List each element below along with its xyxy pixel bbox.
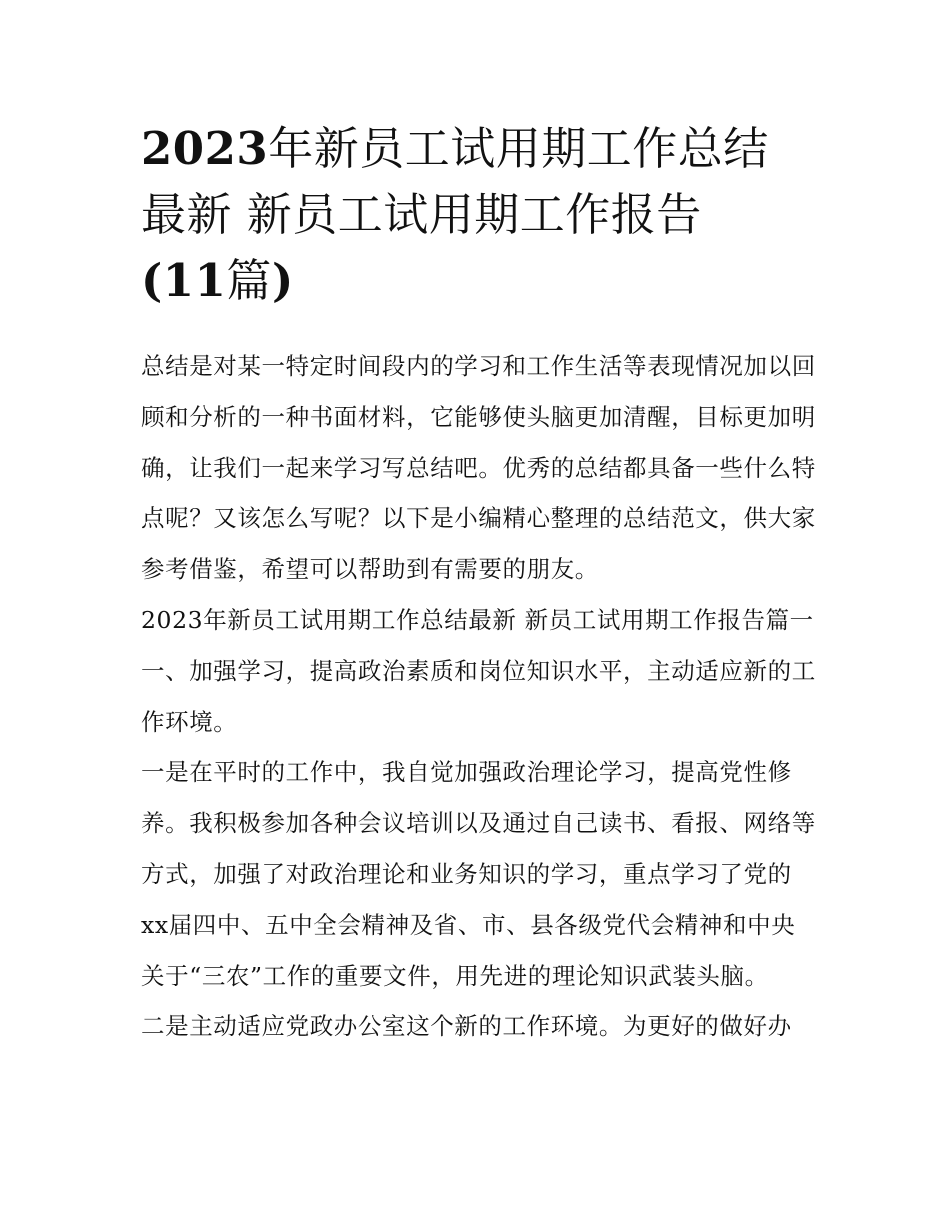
- paragraph-section-heading: 2023年新员工试用期工作总结最新 新员工试用期工作报告篇一 一、加强学习，提高政治素质和岗位知识水平，主动适应新的工作环境。: [141, 605, 816, 736]
- title-count-close: ): [271, 254, 294, 307]
- title-count-text: 篇: [226, 254, 272, 307]
- title-line1: 年新员工试用期工作总结: [268, 122, 769, 175]
- document-body: [141, 341, 816, 1052]
- paragraph-point-one: 一是在平时的工作中，我自觉加强政治理论学习，提高党性修养。我积极参加各种会议培训以及通过自己读书、看报、网络等方式，加强了对政治理论和业务知识的学习，重点学习了党的xx届四中、五中全会精神及省、市、县各级党代会精神和中央关于“三农”工作的重要文件，用先进的理论知识武装头脑。: [141, 758, 816, 990]
- title-count-open: (11: [141, 254, 227, 307]
- paragraph-point-two: 二是主动适应党政办公室这个新的工作环境。为更好的做好办: [141, 1012, 792, 1041]
- title-year: 2023: [141, 122, 269, 175]
- title-line2: 最新 新员工试用期工作报告: [141, 188, 702, 241]
- document-title: [141, 116, 816, 314]
- document-content: [141, 116, 816, 1052]
- paragraph-intro: 总结是对某一特定时间段内的学习和工作生活等表现情况加以回顾和分析的一种书面材料，它能够使头脑更加清醒，目标更加明确，让我们一起来学习写总结吧。优秀的总结都具备一些什么特点呢？又该怎么写呢？以下是小编精心整理的总结范文，供大家参考借鉴，希望可以帮助到有需要的朋友。: [141, 352, 816, 584]
